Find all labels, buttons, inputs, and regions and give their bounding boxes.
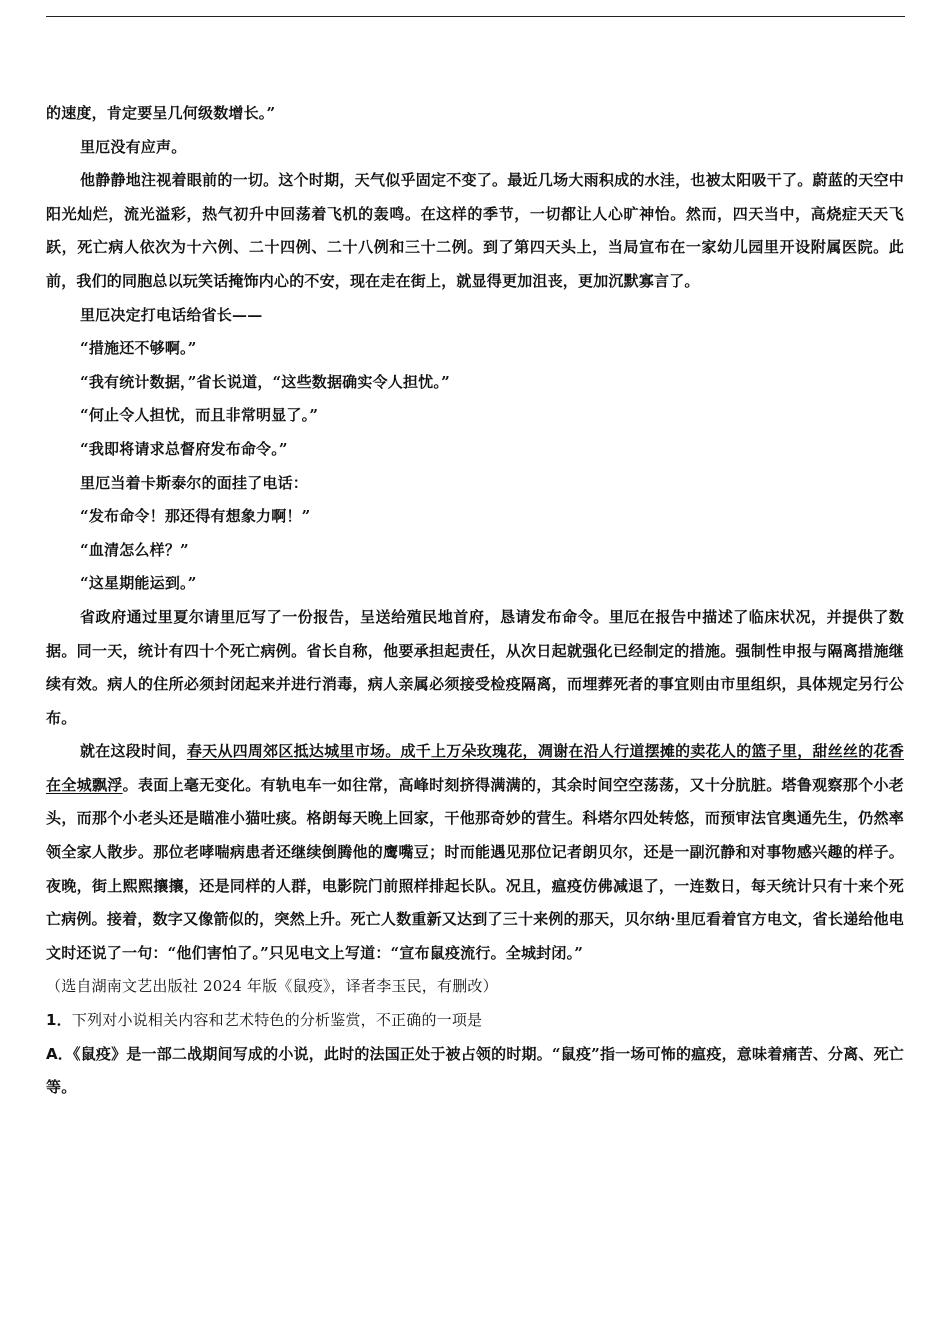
paragraph-6: 省政府通过里夏尔请里厄写了一份报告，呈送给殖民地首府，恳请发布命令。里厄在报告中描述了临床状况，并提供了数据。同一天，统计有四十个死亡病例。省长自称，他要承担起责任，从次日起就强化已经制定的措施。强制性申报与隔离措施继续有效。病人的住所必须封闭起来并进行消毒，病人亲属必须接受检疫隔离，而埋葬死者的事宜则由市里组织，具体规定另行公布。 (46, 607, 904, 727)
dialogue-3: “何止令人担忧，而且非常明显了。” (80, 406, 319, 425)
paragraph-7 (46, 735, 904, 970)
option-a-label: A． (46, 1044, 74, 1063)
source-note: （选自湖南文艺出版社 2024 年版《鼠疫》，译者李玉民，有删改） (46, 977, 498, 996)
dialogue-1: “措施还不够啊。” (80, 339, 197, 358)
underlined-passage: 春天从四周郊区抵达城里市场。成千上万朵玫瑰花，凋谢在沿人行道摆摊的卖花人的篮子里，甜丝丝的花香在全城飘浮 (46, 742, 904, 794)
paragraph-1: 的速度，肯定要呈几何级数增长。” (46, 104, 276, 122)
paragraph-7-rest: 。表面上毫无变化。有轨电车一如往常，高峰时刻挤得满满的，其余时间空空荡荡，又十分肮脏。塔鲁观察那个小老头，而那个小老头还是瞄准小猫吐痰。格朗每天晚上回家，干他那奇妙的营生。科塔尔四处转悠，而预审法官奥通先生，仍然率领全家人散步。那位老哮喘病患者还继续倒腾他的鹰嘴豆；时而能遇见那位记者朗贝尔，还是一副沉静和对事物感兴趣的样子。夜晚，街上熙熙攘攘，还是同样的人群，电影院门前照样排起长队。况且，瘟疫仿佛减退了，一连数日，每天统计只有十来个死亡病例。接着，数字又像箭似的，突然上升。死亡人数重新又达到了三十来例的那天，贝尔纳·里厄看着官方电文，省长递给他电文时还说了一句：“他们害怕了。”只见电文上写道：“宣布鼠疫流行。全城封闭。” (46, 775, 904, 962)
dialogue-2: “我有统计数据，”省长说道，“这些数据确实令人担忧。” (80, 372, 450, 391)
dialogue-4: “我即将请求总督府发布命令。” (80, 439, 288, 458)
header-rule (46, 16, 905, 17)
dialogue-5: “发布命令！那还得有想象力啊！” (80, 507, 311, 526)
paragraph-4: 里厄决定打电话给省长—— (80, 305, 263, 324)
option-a (46, 1038, 904, 1105)
dialogue-7: “这星期能运到。” (80, 574, 197, 593)
question-stem: 下列对小说相关内容和艺术特色的分析鉴赏，不正确的一项是 (71, 1011, 483, 1030)
document-body (46, 97, 904, 1105)
option-a-text: 《鼠疫》是一部二战期间写成的小说，此时的法国正处于被占领的时期。“鼠疫”指一场可怖的瘟疫，意味着痛苦、分离、死亡等。 (46, 1044, 904, 1097)
paragraph-2: 里厄没有应声。 (80, 137, 187, 156)
paragraph-5: 里厄当着卡斯泰尔的面挂了电话： (80, 473, 309, 492)
dialogue-6: “血清怎么样？” (80, 540, 189, 559)
question-1 (46, 1004, 904, 1038)
question-number: 1． (46, 1011, 72, 1030)
paragraph-7-lead: 就在这段时间， (80, 742, 187, 761)
paragraph-3: 他静静地注视着眼前的一切。这个时期，天气似乎固定不变了。最近几场大雨积成的水洼，也被太阳吸干了。蔚蓝的天空中阳光灿烂，流光溢彩，热气初升中回荡着飞机的轰鸣。在这样的季节，一切都让人心旷神怡。然而，四天当中，高烧症天天飞跃，死亡病人依次为十六例、二十四例、二十八例和三十二例。到了第四天头上，当局宣布在一家幼儿园里开设附属医院。此前，我们的同胞总以玩笑话掩饰内心的不安，现在走在街上，就显得更加沮丧，更加沉默寡言了。 (46, 171, 904, 290)
